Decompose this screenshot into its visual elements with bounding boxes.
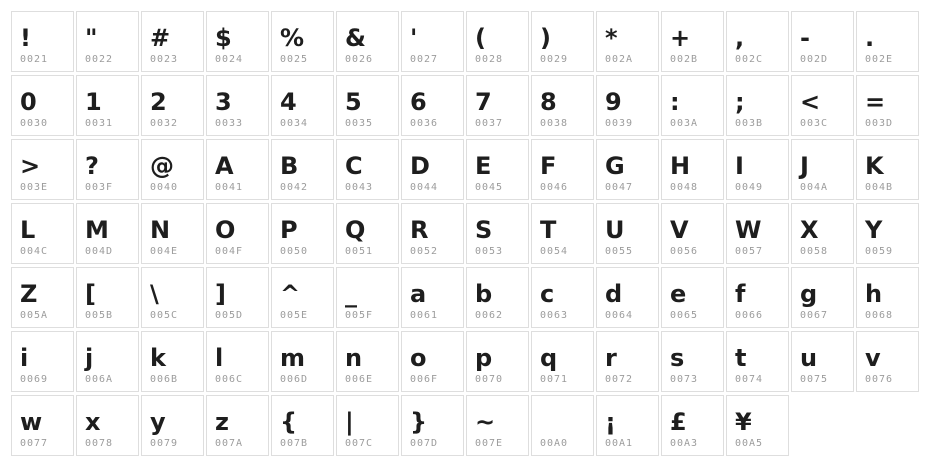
- glyph-char: N: [150, 216, 171, 244]
- glyph-char: %: [280, 24, 305, 52]
- glyph-cell[interactable]: [661, 139, 724, 200]
- glyph-char: Q: [345, 216, 366, 244]
- glyph-cell[interactable]: [466, 267, 529, 328]
- glyph-char: K: [865, 152, 884, 180]
- glyph-cell[interactable]: [271, 267, 334, 328]
- glyph-cell[interactable]: [466, 203, 529, 264]
- glyph-cell[interactable]: [791, 267, 854, 328]
- glyph-code-label: 0047: [605, 182, 634, 193]
- glyph-cell[interactable]: [401, 11, 464, 72]
- glyph-cell[interactable]: [856, 203, 919, 264]
- glyph-code-label: 0063: [540, 310, 569, 321]
- glyph-code-label: 005A: [20, 310, 49, 321]
- glyph-cell[interactable]: [596, 331, 659, 392]
- glyph-cell[interactable]: [531, 203, 594, 264]
- glyph-code-label: 0068: [865, 310, 894, 321]
- glyph-char: w: [20, 408, 43, 436]
- glyph-cell[interactable]: [791, 75, 854, 136]
- glyph-cell[interactable]: [271, 203, 334, 264]
- glyph-char: ¡: [605, 408, 616, 436]
- glyph-cell[interactable]: [791, 203, 854, 264]
- glyph-code-label: 005B: [85, 310, 114, 321]
- glyph-cell[interactable]: [531, 139, 594, 200]
- glyph-cell[interactable]: [141, 395, 204, 456]
- glyph-cell[interactable]: [206, 395, 269, 456]
- glyph-code-label: 006F: [410, 374, 439, 385]
- glyph-code-label: 006E: [345, 374, 374, 385]
- glyph-code-label: 0038: [540, 118, 569, 129]
- glyph-code-label: 0028: [475, 54, 504, 65]
- glyph-cell[interactable]: [726, 395, 789, 456]
- glyph-char: C: [345, 152, 363, 180]
- glyph-code-label: 007C: [345, 438, 374, 449]
- glyph-cell[interactable]: [726, 139, 789, 200]
- glyph-cell[interactable]: [336, 331, 399, 392]
- glyph-cell[interactable]: [466, 139, 529, 200]
- glyph-char: J: [800, 152, 809, 180]
- glyph-char: r: [605, 344, 617, 372]
- glyph-code-label: 00A3: [670, 438, 699, 449]
- glyph-code-label: 0053: [475, 246, 504, 257]
- glyph-char: *: [605, 24, 618, 52]
- glyph-cell[interactable]: [141, 203, 204, 264]
- glyph-cell[interactable]: [271, 331, 334, 392]
- glyph-code-label: 006B: [150, 374, 179, 385]
- glyph-char: U: [605, 216, 625, 244]
- glyph-cell[interactable]: [141, 75, 204, 136]
- glyph-char: ': [410, 24, 418, 52]
- glyph-cell[interactable]: [336, 139, 399, 200]
- glyph-cell[interactable]: [856, 75, 919, 136]
- glyph-code-label: 0075: [800, 374, 829, 385]
- glyph-char: I: [735, 152, 744, 180]
- glyph-cell[interactable]: [661, 331, 724, 392]
- glyph-char: l: [215, 344, 224, 372]
- glyph-char: A: [215, 152, 234, 180]
- glyph-cell[interactable]: [271, 75, 334, 136]
- glyph-code-label: 0067: [800, 310, 829, 321]
- glyph-code-label: 0049: [735, 182, 764, 193]
- glyph-code-label: 0078: [85, 438, 114, 449]
- glyph-cell[interactable]: [726, 11, 789, 72]
- glyph-code-label: 0021: [20, 54, 49, 65]
- glyph-char: ]: [215, 280, 226, 308]
- glyph-char: n: [345, 344, 363, 372]
- glyph-char: p: [475, 344, 493, 372]
- glyph-cell[interactable]: [791, 139, 854, 200]
- glyph-code-label: 0044: [410, 182, 439, 193]
- glyph-cell[interactable]: [531, 395, 594, 456]
- glyph-char: >: [20, 152, 41, 180]
- glyph-code-label: 0051: [345, 246, 374, 257]
- glyph-cell[interactable]: [531, 267, 594, 328]
- glyph-cell[interactable]: [76, 395, 139, 456]
- glyph-code-label: 0062: [475, 310, 504, 321]
- glyph-char: W: [735, 216, 762, 244]
- glyph-char: =: [865, 88, 886, 116]
- glyph-code-label: 0073: [670, 374, 699, 385]
- glyph-code-label: 0030: [20, 118, 49, 129]
- glyph-char: ?: [85, 152, 99, 180]
- glyph-cell[interactable]: [11, 395, 74, 456]
- glyph-code-label: 0039: [605, 118, 634, 129]
- glyph-char: i: [20, 344, 29, 372]
- glyph-cell[interactable]: [206, 75, 269, 136]
- glyph-code-label: 0027: [410, 54, 439, 65]
- glyph-char: 5: [345, 88, 362, 116]
- glyph-code-label: 0055: [605, 246, 634, 257]
- glyph-cell[interactable]: [401, 75, 464, 136]
- glyph-code-label: 0036: [410, 118, 439, 129]
- glyph-code-label: 007B: [280, 438, 309, 449]
- glyph-code-label: 0041: [215, 182, 244, 193]
- glyph-cell[interactable]: [336, 267, 399, 328]
- glyph-char: |: [345, 408, 354, 436]
- glyph-cell[interactable]: [661, 395, 724, 456]
- glyph-char: R: [410, 216, 429, 244]
- glyph-cell[interactable]: [466, 75, 529, 136]
- glyph-char: ~: [475, 408, 496, 436]
- glyph-cell[interactable]: [791, 331, 854, 392]
- glyph-char: x: [85, 408, 101, 436]
- glyph-char: 8: [540, 88, 557, 116]
- glyph-cell[interactable]: [11, 203, 74, 264]
- glyph-char: Y: [865, 216, 883, 244]
- glyph-char: ^: [280, 280, 301, 308]
- glyph-char: _: [345, 280, 357, 308]
- glyph-cell[interactable]: [11, 75, 74, 136]
- glyph-cell[interactable]: [206, 139, 269, 200]
- glyph-cell[interactable]: [466, 331, 529, 392]
- glyph-char: q: [540, 344, 558, 372]
- glyph-code-label: 007D: [410, 438, 439, 449]
- glyph-code-label: 0031: [85, 118, 114, 129]
- glyph-char: ¥: [735, 408, 752, 436]
- glyph-cell[interactable]: [401, 203, 464, 264]
- glyph-cell[interactable]: [76, 139, 139, 200]
- glyph-code-label: 006D: [280, 374, 309, 385]
- glyph-cell[interactable]: [531, 331, 594, 392]
- glyph-char: T: [540, 216, 557, 244]
- glyph-char: F: [540, 152, 557, 180]
- glyph-cell[interactable]: [206, 267, 269, 328]
- glyph-char: V: [670, 216, 689, 244]
- glyph-char: B: [280, 152, 299, 180]
- glyph-code-label: 005C: [150, 310, 179, 321]
- glyph-code-label: 0066: [735, 310, 764, 321]
- glyph-cell[interactable]: [11, 139, 74, 200]
- glyph-cell[interactable]: [141, 139, 204, 200]
- glyph-code-label: 004B: [865, 182, 894, 193]
- glyph-code-label: 002E: [865, 54, 894, 65]
- glyph-code-label: 006C: [215, 374, 244, 385]
- glyph-code-label: 0042: [280, 182, 309, 193]
- glyph-char: $: [215, 24, 232, 52]
- glyph-cell[interactable]: [726, 267, 789, 328]
- glyph-cell[interactable]: [856, 139, 919, 200]
- glyph-cell[interactable]: [531, 75, 594, 136]
- glyph-code-label: 004D: [85, 246, 114, 257]
- glyph-code-label: 002D: [800, 54, 829, 65]
- glyph-cell[interactable]: [141, 267, 204, 328]
- glyph-char: }: [410, 408, 428, 436]
- glyph-char: [: [85, 280, 96, 308]
- glyph-cell[interactable]: [76, 331, 139, 392]
- glyph-char: O: [215, 216, 236, 244]
- glyph-cell[interactable]: [466, 395, 529, 456]
- glyph-cell[interactable]: [661, 11, 724, 72]
- glyph-char: Z: [20, 280, 38, 308]
- glyph-code-label: 0059: [865, 246, 894, 257]
- glyph-char: s: [670, 344, 685, 372]
- glyph-cell[interactable]: [596, 395, 659, 456]
- glyph-code-label: 003B: [735, 118, 764, 129]
- glyph-char: b: [475, 280, 493, 308]
- glyph-char: ): [540, 24, 551, 52]
- glyph-cell[interactable]: [856, 331, 919, 392]
- glyph-code-label: 0069: [20, 374, 49, 385]
- glyph-char: D: [410, 152, 430, 180]
- glyph-cell[interactable]: [141, 11, 204, 72]
- glyph-char: o: [410, 344, 427, 372]
- glyph-cell[interactable]: [206, 11, 269, 72]
- glyph-cell[interactable]: [661, 75, 724, 136]
- glyph-char: P: [280, 216, 298, 244]
- glyph-cell[interactable]: [401, 395, 464, 456]
- glyph-cell[interactable]: [791, 11, 854, 72]
- glyph-char: {: [280, 408, 298, 436]
- glyph-code-label: 0058: [800, 246, 829, 257]
- glyph-cell[interactable]: [596, 203, 659, 264]
- glyph-char: h: [865, 280, 883, 308]
- glyph-cell[interactable]: [856, 267, 919, 328]
- glyph-char: \: [150, 280, 159, 308]
- glyph-char: t: [735, 344, 747, 372]
- glyph-code-label: 0022: [85, 54, 114, 65]
- glyph-char: X: [800, 216, 819, 244]
- glyph-code-label: 0037: [475, 118, 504, 129]
- glyph-cell[interactable]: [11, 267, 74, 328]
- glyph-char: !: [20, 24, 31, 52]
- glyph-code-label: 0050: [280, 246, 309, 257]
- glyph-char: m: [280, 344, 306, 372]
- glyph-code-label: 0076: [865, 374, 894, 385]
- glyph-cell[interactable]: [206, 331, 269, 392]
- glyph-char: ,: [735, 24, 745, 52]
- glyph-code-label: 0029: [540, 54, 569, 65]
- glyph-code-label: 007E: [475, 438, 504, 449]
- glyph-code-label: 0045: [475, 182, 504, 193]
- glyph-code-label: 0061: [410, 310, 439, 321]
- glyph-char: H: [670, 152, 691, 180]
- glyph-code-label: 0035: [345, 118, 374, 129]
- glyph-cell[interactable]: [726, 331, 789, 392]
- glyph-code-label: 0070: [475, 374, 504, 385]
- glyph-char: &: [345, 24, 366, 52]
- glyph-cell[interactable]: [271, 11, 334, 72]
- glyph-char: 3: [215, 88, 232, 116]
- glyph-code-label: 0048: [670, 182, 699, 193]
- glyph-char: #: [150, 24, 171, 52]
- glyph-cell[interactable]: [271, 139, 334, 200]
- glyph-code-label: 0057: [735, 246, 764, 257]
- glyph-char: y: [150, 408, 166, 436]
- glyph-char: +: [670, 24, 691, 52]
- glyph-cell[interactable]: [141, 331, 204, 392]
- glyph-cell[interactable]: [596, 267, 659, 328]
- glyph-code-label: 0043: [345, 182, 374, 193]
- glyph-char: ": [85, 24, 98, 52]
- glyph-char: 0: [20, 88, 37, 116]
- glyph-code-label: 002C: [735, 54, 764, 65]
- glyph-code-label: 0040: [150, 182, 179, 193]
- glyph-char: <: [800, 88, 821, 116]
- glyph-cell[interactable]: [596, 139, 659, 200]
- glyph-char: k: [150, 344, 166, 372]
- glyph-code-label: 002A: [605, 54, 634, 65]
- glyph-code-label: 00A5: [735, 438, 764, 449]
- glyph-code-label: 004C: [20, 246, 49, 257]
- glyph-code-label: 003E: [20, 182, 49, 193]
- glyph-code-label: 0046: [540, 182, 569, 193]
- glyph-char: .: [865, 24, 875, 52]
- glyph-cell[interactable]: [76, 267, 139, 328]
- glyph-char: ;: [735, 88, 745, 116]
- glyph-char: @: [150, 152, 174, 180]
- glyph-char: G: [605, 152, 625, 180]
- glyph-char: 9: [605, 88, 622, 116]
- glyph-cell[interactable]: [661, 203, 724, 264]
- glyph-char: -: [800, 24, 810, 52]
- glyph-char: v: [865, 344, 881, 372]
- glyph-char: z: [215, 408, 229, 436]
- glyph-cell[interactable]: [336, 203, 399, 264]
- glyph-code-label: 004F: [215, 246, 244, 257]
- glyph-code-label: 0079: [150, 438, 179, 449]
- glyph-code-label: 003A: [670, 118, 699, 129]
- glyph-cell[interactable]: [726, 203, 789, 264]
- glyph-char: M: [85, 216, 109, 244]
- glyph-code-label: 0026: [345, 54, 374, 65]
- glyph-code-label: 004E: [150, 246, 179, 257]
- glyph-char: 2: [150, 88, 167, 116]
- glyph-code-label: 0024: [215, 54, 244, 65]
- glyph-cell[interactable]: [76, 11, 139, 72]
- glyph-code-label: 005F: [345, 310, 374, 321]
- glyph-code-label: 0064: [605, 310, 634, 321]
- glyph-code-label: 00A0: [540, 438, 569, 449]
- glyph-code-label: 007A: [215, 438, 244, 449]
- glyph-cell[interactable]: [336, 395, 399, 456]
- glyph-char: c: [540, 280, 555, 308]
- glyph-char: e: [670, 280, 687, 308]
- glyph-char: S: [475, 216, 493, 244]
- glyph-char: g: [800, 280, 818, 308]
- glyph-code-label: 0023: [150, 54, 179, 65]
- glyph-code-label: 0071: [540, 374, 569, 385]
- glyph-cell[interactable]: [336, 75, 399, 136]
- glyph-char: a: [410, 280, 427, 308]
- glyph-cell[interactable]: [661, 267, 724, 328]
- glyph-code-label: 0077: [20, 438, 49, 449]
- glyph-cell[interactable]: [271, 395, 334, 456]
- glyph-code-label: 003F: [85, 182, 114, 193]
- glyph-code-label: 003C: [800, 118, 829, 129]
- glyph-code-label: 00A1: [605, 438, 634, 449]
- glyph-char: d: [605, 280, 623, 308]
- glyph-char: :: [670, 88, 680, 116]
- glyph-code-label: 0033: [215, 118, 244, 129]
- glyph-cell[interactable]: [856, 11, 919, 72]
- glyph-code-label: 0032: [150, 118, 179, 129]
- glyph-cell[interactable]: [76, 203, 139, 264]
- glyph-cell[interactable]: [336, 11, 399, 72]
- glyph-char: 1: [85, 88, 102, 116]
- glyph-cell[interactable]: [11, 331, 74, 392]
- glyph-char: £: [670, 408, 687, 436]
- glyph-cell[interactable]: [76, 75, 139, 136]
- glyph-code-label: 006A: [85, 374, 114, 385]
- glyph-cell[interactable]: [401, 331, 464, 392]
- glyph-cell[interactable]: [531, 11, 594, 72]
- glyph-code-label: 002B: [670, 54, 699, 65]
- glyph-code-label: 0056: [670, 246, 699, 257]
- glyph-code-label: 005E: [280, 310, 309, 321]
- glyph-char: L: [20, 216, 36, 244]
- glyph-code-label: 0034: [280, 118, 309, 129]
- glyph-cell[interactable]: [596, 11, 659, 72]
- glyph-code-label: 003D: [865, 118, 894, 129]
- glyph-cell[interactable]: [401, 267, 464, 328]
- glyph-char: f: [735, 280, 746, 308]
- glyph-code-label: 0072: [605, 374, 634, 385]
- glyph-char: (: [475, 24, 486, 52]
- glyph-cell[interactable]: [206, 203, 269, 264]
- glyph-char: 6: [410, 88, 427, 116]
- glyph-cell[interactable]: [466, 11, 529, 72]
- glyph-char: 4: [280, 88, 297, 116]
- glyph-cell[interactable]: [726, 75, 789, 136]
- glyph-char: j: [85, 344, 94, 372]
- glyph-cell[interactable]: [401, 139, 464, 200]
- glyph-code-label: 0052: [410, 246, 439, 257]
- glyph-code-label: 005D: [215, 310, 244, 321]
- glyph-code-label: 0074: [735, 374, 764, 385]
- glyph-char: E: [475, 152, 492, 180]
- glyph-cell[interactable]: [596, 75, 659, 136]
- glyph-char: 7: [475, 88, 492, 116]
- glyph-cell[interactable]: [11, 11, 74, 72]
- glyph-code-label: 0025: [280, 54, 309, 65]
- glyph-code-label: 004A: [800, 182, 829, 193]
- glyph-code-label: 0054: [540, 246, 569, 257]
- glyph-code-label: 0065: [670, 310, 699, 321]
- glyph-char: u: [800, 344, 818, 372]
